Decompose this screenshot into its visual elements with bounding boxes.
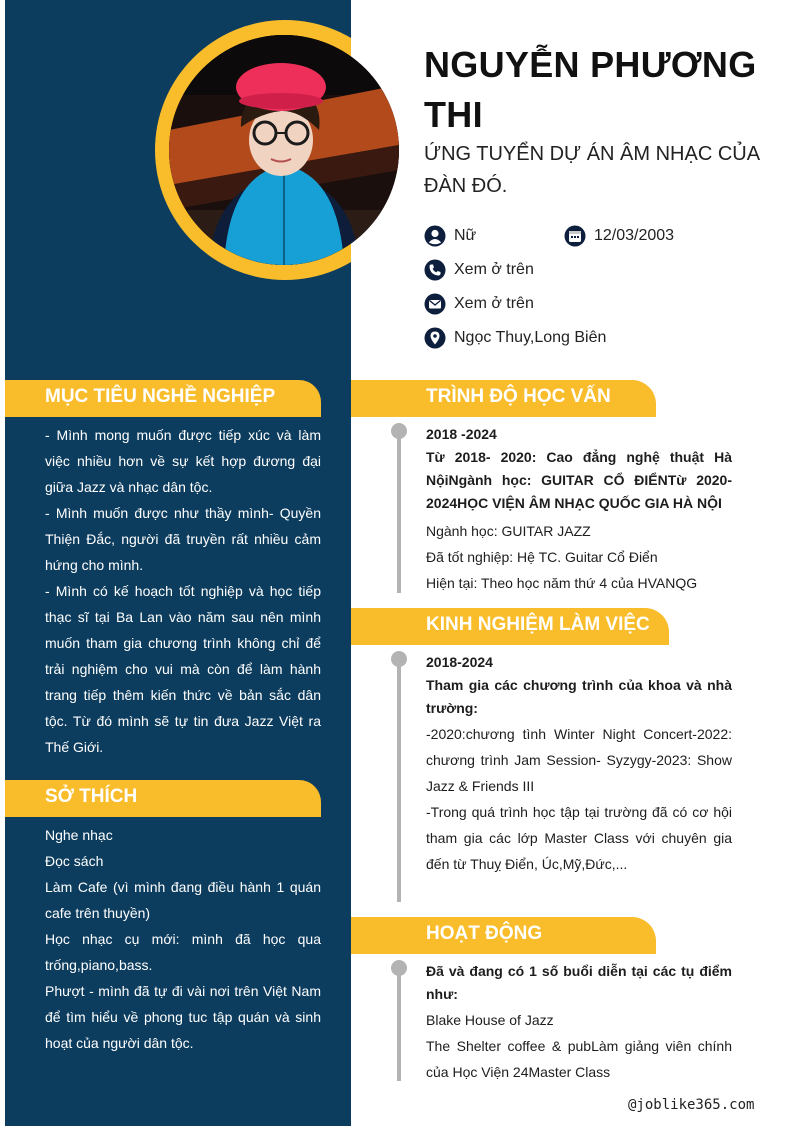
hobby-item: Làm Cafe (vì mình đang điều hành 1 quán cafe trên thuyền) xyxy=(45,879,321,921)
career-goal-paragraph: - Mình có kế hoạch tốt nghiệp và học tiếp thạc sĩ tại Ba Lan vào năm sau nên mình muốn tham gia chương trình không chỉ để trải nghiệm cho vui mà còn để làm hành trang tiếp thêm kiến thức về bản sắc dân tộc. Từ đó mình sẽ tự tin đưa Jazz Việt ra Thế Giới. xyxy=(45,583,321,755)
hobby-item: Phượt - mình đã tự đi vài nơi trên Việt Nam để tìm hiểu về phong tuc tập quán và sinh hoạt của người dân tộc. xyxy=(45,983,321,1051)
activities-timeline-dot xyxy=(391,960,407,976)
hobbies-list xyxy=(45,822,321,1056)
career-goal-header xyxy=(5,380,321,417)
activities-detail: The Shelter coffee & pubLàm giảng viên chính của Học Viện 24Master Class xyxy=(426,1038,732,1080)
education-detail: Hiện tại: Theo học năm thứ 4 của HVANQG xyxy=(426,575,698,591)
hobby-item: Học nhạc cụ mới: mình đã học qua trống,piano,bass. xyxy=(45,931,321,973)
education-period: 2018 -2024 xyxy=(426,426,497,442)
location-icon xyxy=(424,327,446,349)
activities-header xyxy=(351,917,656,954)
education-entry xyxy=(426,423,732,596)
experience-entry xyxy=(426,651,732,877)
mail-icon xyxy=(424,293,446,315)
watermark: @joblike365.com xyxy=(628,1097,755,1113)
education-title: TRÌNH ĐỘ HỌC VẤN xyxy=(426,386,611,407)
candidate-name: NGUYỄN PHƯƠNG THI xyxy=(424,44,757,135)
applied-position: ỨNG TUYỂN DỰ ÁN ÂM NHẠC CỦA ĐÀN ĐÓ. xyxy=(424,143,759,197)
phone-icon xyxy=(424,259,446,281)
career-goal-text xyxy=(45,422,321,760)
info-email xyxy=(424,292,534,316)
calendar-icon xyxy=(564,225,586,247)
activities-lead: Đã và đang có 1 số buổi diễn tại các tụ điểm như: xyxy=(426,963,732,1002)
birthday-value: 12/03/2003 xyxy=(594,227,675,244)
hobby-item: Đọc sách xyxy=(45,853,104,869)
education-timeline-dot xyxy=(391,423,407,439)
activities-entry xyxy=(426,960,732,1085)
experience-header xyxy=(351,608,669,645)
experience-period: 2018-2024 xyxy=(426,654,493,670)
education-header xyxy=(351,380,656,417)
hobbies-header xyxy=(5,780,321,817)
experience-title: KINH NGHIỆM LÀM VIỆC xyxy=(426,614,650,635)
activities-title: HOẠT ĐỘNG xyxy=(426,923,543,944)
education-school: Từ 2018- 2020: Cao đẳng nghệ thuật Hà NộiNgành học: GUITAR CỔ ĐIỂNTừ 2020-2024HỌC VIỆN ÂM NHẠC QUỐC GIA HÀ NỘI xyxy=(426,449,732,511)
email-value: Xem ở trên xyxy=(454,295,534,312)
info-gender xyxy=(424,224,476,248)
avatar xyxy=(169,35,399,265)
experience-role: Tham gia các chương trình của khoa và nhà trường: xyxy=(426,677,732,716)
career-goal-paragraph: - Mình muốn được như thầy mình- Quyền Thiện Đắc, người đã truyền rất nhiều cảm hứng cho mình. xyxy=(45,505,321,573)
info-phone xyxy=(424,258,534,282)
education-timeline xyxy=(397,431,401,593)
experience-detail: -2020:chương tình Winter Night Concert-2022: chương trình Jam Session- Syzygy-2023: Show Jazz & Friends III xyxy=(426,726,732,794)
info-address xyxy=(424,326,606,350)
avatar-photo xyxy=(169,35,399,265)
career-goal-paragraph: - Mình mong muốn được tiếp xúc và làm việc nhiều hơn về sự kết hợp đương đại giữa Jazz và nhạc dân tộc. xyxy=(45,427,321,495)
gender-value: Nữ xyxy=(454,227,477,244)
user-icon xyxy=(424,225,446,247)
info-birthday xyxy=(564,224,674,248)
activities-timeline xyxy=(397,968,401,1081)
education-detail: Đã tốt nghiệp: Hệ TC. Guitar Cổ Điển xyxy=(426,549,658,565)
education-detail: Ngành học: GUITAR JAZZ xyxy=(426,523,591,539)
experience-detail: -Trong quá trình học tập tại trường đã có cơ hội tham gia các lớp Master Class với chuyên gia đến từ Thuỵ Điển, Úc,Mỹ,Đức,... xyxy=(426,804,732,872)
experience-timeline-dot xyxy=(391,651,407,667)
address-value: Ngọc Thuy,Long Biên xyxy=(454,329,607,346)
hobbies-title: SỞ THÍCH xyxy=(45,786,138,807)
activities-detail: Blake House of Jazz xyxy=(426,1012,554,1028)
phone-value: Xem ở trên xyxy=(454,261,534,278)
career-goal-title: MỤC TIÊU NGHỀ NGHIỆP xyxy=(45,386,276,407)
hobby-item: Nghe nhạc xyxy=(45,827,113,843)
experience-timeline xyxy=(397,659,401,902)
